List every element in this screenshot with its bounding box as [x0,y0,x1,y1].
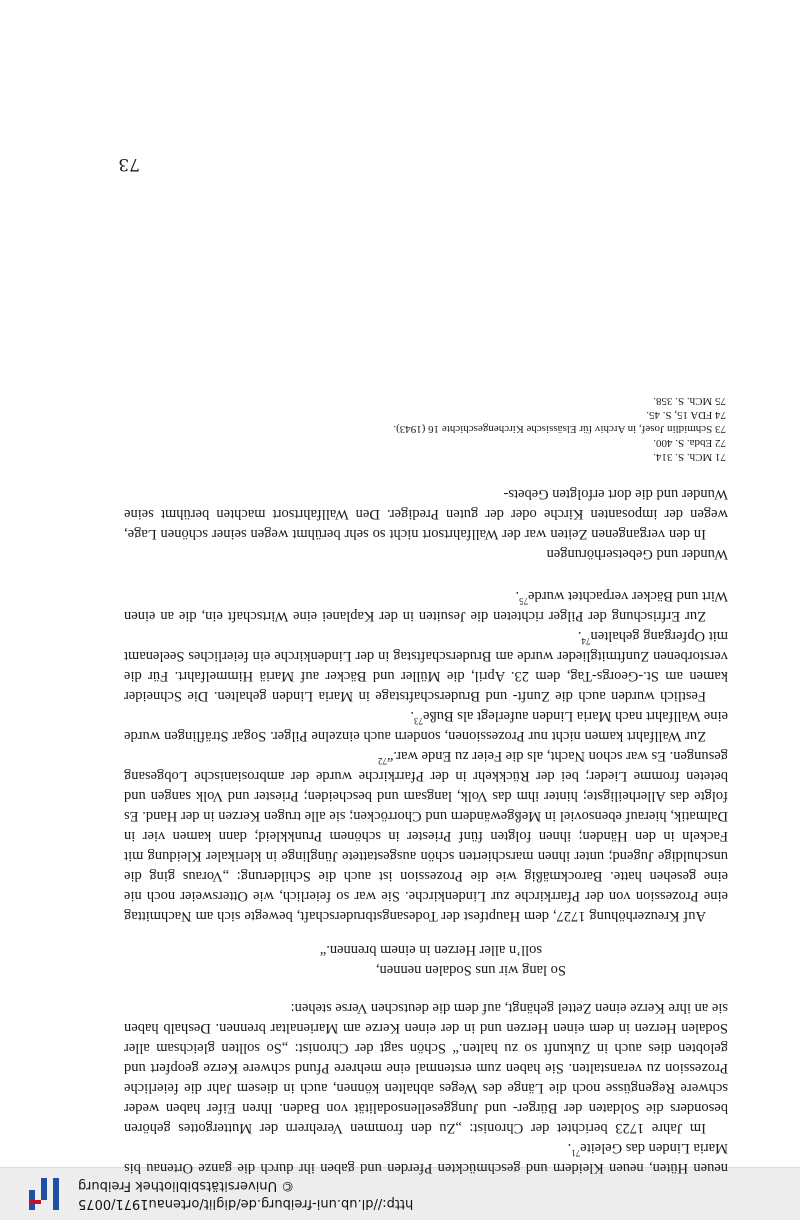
section-heading: Wunder und Gebetserhörungen [546,546,728,562]
paragraph: Zur Erfrischung der Pilger richteten die Jesuiten in der Kaplanei eine Wirtschaft ein, die an einen Wirt und Bäcker verpachtet wurde$^{75}$. [124,588,728,624]
paragraph: neuen Hüten, neuen Kleidern und geschmückten Pferden und gaben ihr durch die ganze Ortenau bis Maria Linden das Geleite$^{71}$. [124,1140,728,1176]
footnote: 73 Schmidlin Josef, in Archiv für Elsässische Kirchengeschichte 16 (1943). [393,423,726,435]
footnote: 74 FDA 15, S. 45. [646,409,726,421]
footnote-ref: 74 [581,635,591,646]
footnote-ref: 73 [414,715,424,726]
ub-freiburg-logo-icon [22,1174,62,1214]
footnote-ref: 72 [377,755,387,766]
paragraph: Im Jahre 1723 berichtet der Chronist: „Zu den frommen Verehrern der Muttergottes gehören besonders die Soldaten der Bürger- und Junggesellensodalität von Baden. Ihren Eifer haben weder schwere Regengüsse noch die Länge des Weges abhalten können, auch in diesem Jahr die feierliche Prozession zu veranstalten. Sie haben zum erstenmal eine mehrere Pfund schwere Kerze geopfert und gelobten dies auch in Zukunft so zu halten.“ Schön sagt der Chronist: „So sollten gleichsam aller Sodalen Herzen in dem einen Herzen und in der einen Kerze am Marienaltar brennen. Deshalb haben sie an ihre Kerze einen Zettel gehängt, auf dem die deutschen Verse stehen: [124,1000,728,1136]
copyright-notice: © Universitätsbibliothek Freiburg [78,1178,295,1193]
footnote: 75 MCh. S. 358. [653,395,726,407]
footnotes [124,394,728,464]
poem [124,940,728,980]
footnote-ref: 71 [571,1147,581,1158]
paragraph: Zur Wallfahrt kamen nicht nur Prozessionen, sondern auch einzelne Pilger. Sogar Sträflingen wurde eine Wallfahrt nach Maria Linden auferlegt als Buße$^{73}$. [124,708,728,744]
paragraph: Auf Kreuzerhöhung 1727, dem Hauptfest der Todesangstbruderschaft, bewegte sich am Nachmittag eine Prozession von der Pfarrkirche zur Lindenkirche. Sie war so feierlich, wie Ottersweier noch nie eine gesehen hatte. Barockmäßig wie die Prozession ist auch die Schilderung: „Voraus ging die unschuldige Jugend; unter ihnen marschierten schön ausgestattete Jünglinge in klerikaler Kleidung mit Fackeln in den Händen; ihnen folgten fünf Priester in schönem Prunkkleid; dann kamen vier in Dalmatik, hierauf ebensoviel in Meßgewändern und Chorröcken; sie alle trugen Kerzen in der Hand. Es folgte das Allerheiligste; hinter ihm das Volk, langsam und bescheiden; Priester und Volk sangen und beteten fromme Lieder; bei der Rückkehr in der Pfarrkirche wurde der ambrosianische Lobgesang gesungen. Es war schon Nacht, als die Feier zu Ende war.“$^{72}$ [124,748,728,924]
paragraph: In den vergangenen Zeiten war der Wallfahrtsort nicht so sehr berühmt wegen seiner schönen Lage, wegen der imposanten Kirche oder der guten Prediger. Den Wallfahrtsort machten berühmt seine Wunder und die dort erfolgten Gebets- [124,486,728,542]
footnote: 71 MCh. S. 314. [653,451,726,463]
footnote-ref: 75 [519,595,529,606]
poem-line: So lang wir uns Sodalen nennen, [375,962,566,978]
paragraph: Festlich wurden auch die Zunft- und Bruderschaftstage in Maria Linden gehalten. Die Schneider kamen am St.-Georgs-Tag, dem 23. April, die Müller und Bäcker auf Mariä Himmelfahrt. Für die verstorbenen Zunftmitglieder wurde am Bruderschaftstag in der Lindenkirche ein feierliches Seelenamt mit Opfergang gehalten$^{74}$. [124,628,728,704]
page-number: 73 [118,154,140,174]
page-body [124,394,728,1178]
source-url[interactable]: http://dl.ub.uni-freiburg.de/diglit/ortenau1971/0075 [78,1196,414,1211]
poem-line: soll’n aller Herzen in einem brennen.“ [319,942,542,958]
footnote: 72 Ebda. S. 400. [653,437,726,449]
